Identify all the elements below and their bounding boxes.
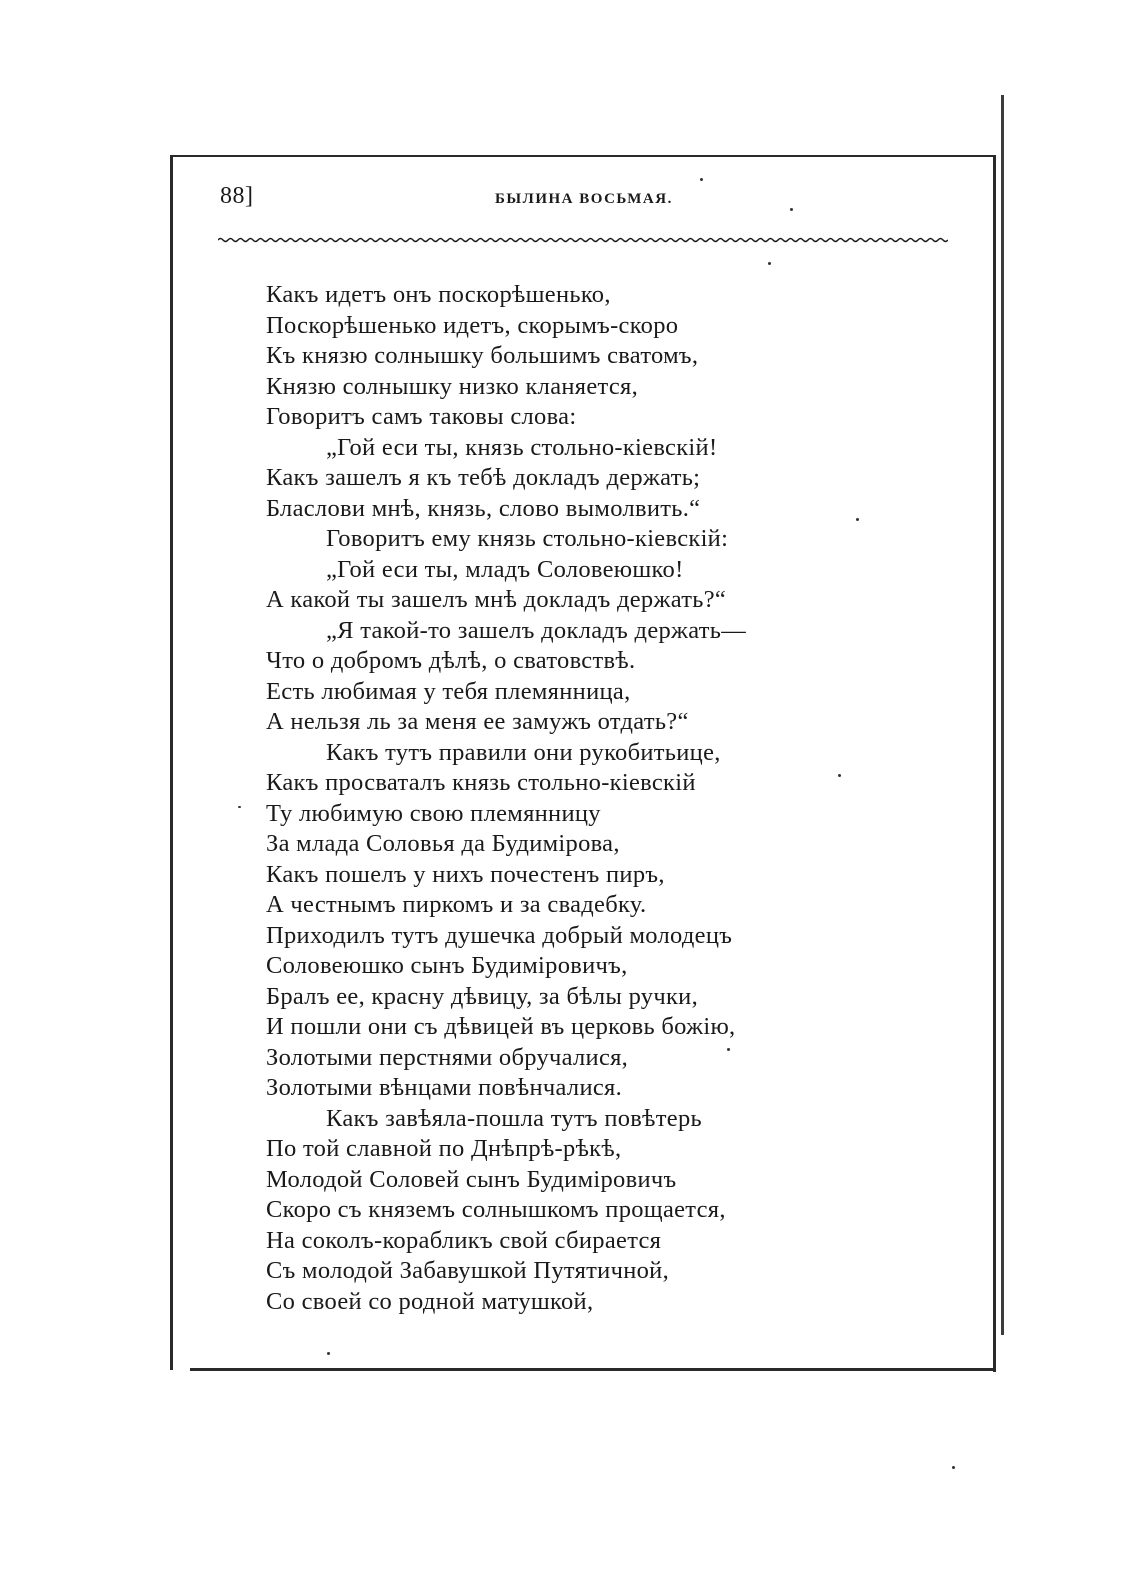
- print-speck: [790, 208, 793, 211]
- verse-text-block: [266, 280, 966, 1317]
- verse-line: Князю солнышку низко кланяется,: [266, 372, 638, 400]
- verse-line: Какъ пошелъ у нихъ почестенъ пиръ,: [266, 860, 665, 888]
- page-frame-right: [993, 155, 996, 1372]
- verse-line: На соколъ-корабликъ свой сбирается: [266, 1226, 662, 1254]
- verse-line: Скоро съ княземъ солнышкомъ прощается,: [266, 1196, 726, 1223]
- verse-line: Молодой Соловей сынъ Будиміровичъ: [266, 1165, 677, 1193]
- binding-edge-mark: [1001, 95, 1006, 1335]
- verse-line: А честнымъ пиркомъ и за свадебку.: [266, 891, 647, 918]
- verse-line: Какъ завѣяла-пошла тутъ повѣтерь: [326, 1104, 702, 1132]
- verse-line: Со своей со родной матушкой,: [266, 1287, 594, 1315]
- verse-line: Что о добромъ дѣлѣ, о сватовствѣ.: [266, 647, 636, 674]
- verse-line: За млада Соловья да Будимірова,: [266, 830, 620, 857]
- wavy-rule-divider: [218, 234, 948, 246]
- verse-line: Бралъ ее, красну дѣвицу, за бѣлы ручки,: [266, 982, 699, 1010]
- print-speck: [727, 1048, 730, 1051]
- verse-line: Ту любимую свою племянницу: [266, 799, 601, 827]
- verse-line: Бласлови мнѣ, князь, слово вымолвить.“: [266, 494, 701, 522]
- verse-line: „Гой еси ты, младъ Соловеюшко!: [326, 555, 684, 583]
- verse-line: А какой ты зашелъ мнѣ докладъ держать?“: [266, 586, 727, 613]
- verse-line: Какъ тутъ правили они рукобитьице,: [326, 738, 721, 766]
- verse-line: Какъ идетъ онъ поскорѣшенько,: [266, 281, 611, 308]
- print-speck: [856, 518, 859, 521]
- print-speck: [700, 178, 703, 181]
- verse-line: И пошли они съ дѣвицей въ церковь божію,: [266, 1013, 736, 1040]
- verse-line: Золотыми перстнями обручалися,: [266, 1043, 629, 1071]
- page-frame-left: [170, 155, 173, 1370]
- verse-line: Къ князю солнышку большимъ сватомъ,: [266, 342, 699, 369]
- print-speck: [952, 1466, 955, 1469]
- page-frame-bottom: [190, 1368, 996, 1371]
- print-speck: [838, 774, 841, 777]
- page-number: 88]: [220, 183, 254, 209]
- verse-line: Говоритъ самъ таковы слова:: [266, 403, 577, 430]
- print-speck: [768, 262, 771, 265]
- verse-line: Золотыми вѣнцами повѣнчалися.: [266, 1074, 623, 1101]
- verse-line: Поскорѣшенько идетъ, скорымъ-скоро: [266, 311, 679, 339]
- verse-line: Есть любимая у тебя племянница,: [266, 677, 631, 705]
- verse-line: По той славной по Днѣпрѣ-рѣкѣ,: [266, 1135, 622, 1162]
- verse-line: „Я такой-то зашелъ докладъ держать—: [326, 616, 747, 644]
- verse-line: Съ молодой Забавушкой Путятичной,: [266, 1257, 670, 1284]
- verse-line: „Гой еси ты, князь стольно-кіевскій!: [326, 433, 718, 461]
- verse-line: А нельзя ль за меня ее замужъ отдать?“: [266, 708, 689, 735]
- running-head: БЫЛИНА ВОСЬМАЯ.: [495, 191, 673, 207]
- page-frame-top: [170, 155, 995, 157]
- verse-line: Приходилъ тутъ душечка добрый молодецъ: [266, 921, 733, 949]
- verse-line: Соловеюшко сынъ Будиміровичъ,: [266, 952, 628, 979]
- verse-line: Какъ зашелъ я къ тебѣ докладъ держать;: [266, 464, 701, 491]
- print-speck: [238, 806, 241, 808]
- verse-line: Говоритъ ему князь стольно-кіевскій:: [326, 525, 729, 552]
- print-speck: [327, 1352, 330, 1355]
- verse-line: Какъ просваталъ князь стольно-кіевскій: [266, 769, 696, 796]
